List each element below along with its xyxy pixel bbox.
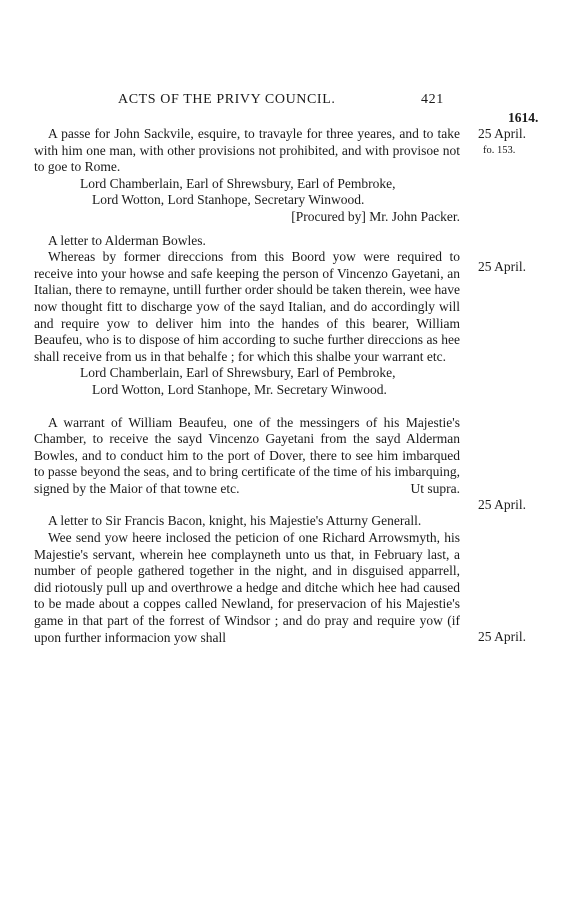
procured-by: [Procured by] Mr. John Packer. (291, 208, 460, 224)
page-number: 421 (421, 92, 444, 107)
signatories: Lord Chamberlain, Earl of Shrewsbury, Earl of Pembroke, Lord Wotton, Lord Stanhope, Secretary Winwood. (80, 175, 396, 208)
margin-date-entry-3: 25 April. (478, 497, 527, 512)
entry-heading: A letter to Alderman Bowles. (48, 232, 206, 248)
running-title: ACTS OF THE PRIVY COUNCIL. (118, 92, 336, 107)
signatories: Lord Chamberlain, Earl of Shrewsbury, Earl of Pembroke, Lord Wotton, Lord Stanhope, Mr. Secretary Winwood. (80, 365, 396, 397)
running-head (118, 92, 478, 108)
entry-passe-sackvile (34, 126, 460, 226)
margin-date-entry-1: 25 April. fo. 153. (478, 126, 526, 159)
body-text (34, 126, 460, 646)
entry-paragraph: Whereas by former direccions from this Boord yow were required to receive into your howse and safe keeping the person of Vincenzo Gayetani, an Italian, there to remayne, untill further order should be taken therein, wee have now thought fitt to discharge yow of the sayd Italian, and do accordingly will and require yow to deliver him into the handes of this bearer, William Beaufeu, who is to dispose of him according to suche further direccions as hee shall receive from us in that behalfe ; for which this shalbe your warrant etc. (34, 249, 460, 364)
ut-supra: Ut supra. (410, 480, 460, 496)
entry-heading: A letter to Sir Francis Bacon, knight, his Majestie's Atturny Generall. (48, 513, 422, 529)
margin-year: 1614. (508, 110, 539, 125)
entry-paragraph: Wee send yow heere inclosed the peticion of one Richard Arrowsmyth, his Majestie's servant, wherein hee complayneth unto us that, in February last, a number of people gathered together in the night, and in disguised apparrell, did riotously pull up and overthrowe a hedge and ditche which hee had caused to be made about a coppes called Newland, for preservacion of his Majestie's game in that part of the forrest of Windsor ; and do pray and require yow (if upon further informacion yow shall (34, 530, 460, 645)
entry-letter-bacon (34, 513, 460, 646)
entry-paragraph: A passe for John Sackvile, esquire, to travayle for three yeares, and to take with him one man, with other provisions not prohibited, and with provisoe not to goe to Rome. (34, 126, 460, 175)
margin-date-entry-4: 25 April. (478, 629, 527, 644)
entry-paragraph: A warrant of William Beaufeu, one of the messingers of his Majestie's Chamber, to receive the sayd Vincenzo Gayetani from the sayd Alderman Bowles, and to conduct him to the port of Dover, there to see him imbarqued to passe beyond the seas, and to bring certificate of the time of his imbarquing, signed by the Maior of that towne etc. Ut supra. (34, 414, 460, 496)
entry-warrant-beaufeu (34, 415, 460, 498)
margin-folio: fo. 153. (483, 144, 516, 156)
entry-letter-bowles (34, 233, 460, 399)
margin-date-entry-2: 25 April. (478, 259, 527, 274)
